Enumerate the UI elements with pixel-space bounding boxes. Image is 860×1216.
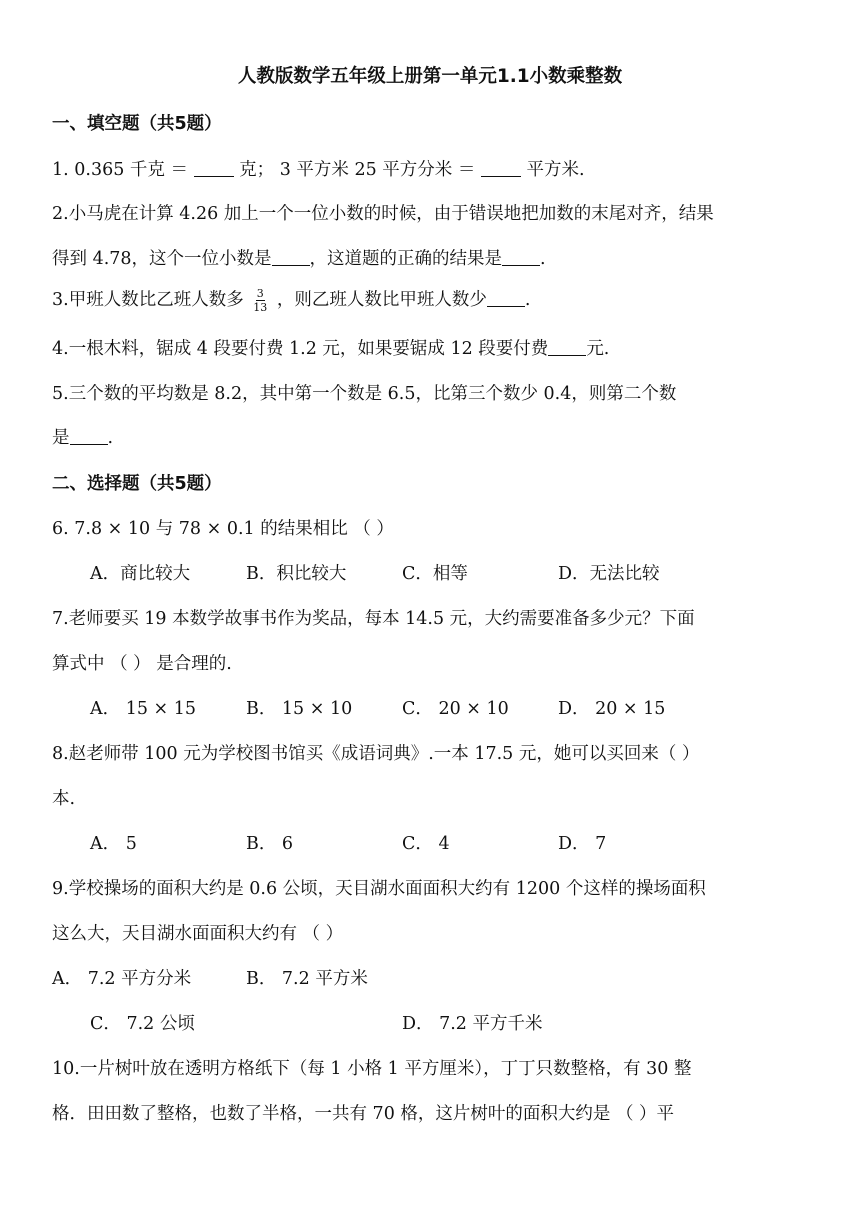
answer-blank[interactable] — [481, 158, 521, 177]
q3-text-b: ，则乙班人数比甲班人数少 — [276, 290, 487, 310]
question-8-line-1: 8.赵老师带 100 元为学校图书馆买《成语词典》.一本 17.5 元，她可以买回来（ ） — [52, 744, 700, 764]
question-10-line-1: 10.一片树叶放在透明方格纸下（每 1 小格 1 平方厘米），丁丁只数整格，有 30 整 — [52, 1059, 692, 1079]
question-4 — [52, 335, 609, 360]
q6-option-b[interactable]: B．积比较大 — [246, 564, 347, 584]
question-6: 6. 7.8 × 10 与 78 × 0.1 的结果相比 （ ） — [52, 519, 394, 539]
q1-text-a: 1. 0.365 千克 ＝ — [52, 160, 188, 180]
q6-option-c[interactable]: C．相等 — [402, 564, 468, 584]
question-1 — [52, 156, 585, 181]
question-7-line-1: 7.老师要买 19 本数学故事书作为奖品，每本 14.5 元，大约需要准备多少元？下面 — [52, 609, 695, 629]
answer-blank[interactable] — [487, 288, 525, 307]
question-9-line-1: 9.学校操场的面积大约是 0.6 公顷，天目湖水面面积大约有 1200 个这样的操场面积 — [52, 879, 706, 899]
question-2-line-1: 2.小马虎在计算 4.26 加上一个一位小数的时候，由于错误地把加数的末尾对齐，结果 — [52, 204, 714, 224]
q6-option-d[interactable]: D．无法比较 — [558, 564, 660, 584]
answer-blank[interactable] — [70, 426, 108, 445]
fraction-denominator: 13 — [253, 301, 268, 314]
q7-option-b[interactable]: B． 15 × 10 — [246, 699, 353, 719]
q9-option-c[interactable]: C． 7.2 公顷 — [90, 1014, 195, 1034]
q9-option-d[interactable]: D． 7.2 平方千米 — [402, 1014, 543, 1034]
q6-option-a[interactable]: A．商比较大 — [90, 564, 191, 584]
q8-option-d[interactable]: D． 7 — [558, 834, 607, 854]
q7-option-a[interactable]: A． 15 × 15 — [90, 699, 197, 719]
q1-text-c: 平方米. — [526, 160, 585, 180]
section-heading-fill-in: 一、填空题（共5题） — [52, 114, 222, 134]
q3-text-a: 3.甲班人数比乙班人数多 — [52, 290, 244, 310]
q5-text-b: . — [107, 428, 114, 448]
q1-text-b: 克； 3 平方米 25 平方分米 ＝ — [239, 160, 476, 180]
question-2-line-2 — [52, 245, 546, 270]
q9-option-b[interactable]: B． 7.2 平方米 — [246, 969, 368, 989]
question-10-line-2: 格．田田数了整格，也数了半格，一共有 70 格，这片树叶的面积大约是 （ ）平 — [52, 1104, 675, 1124]
q8-option-b[interactable]: B． 6 — [246, 834, 294, 854]
question-7-line-2: 算式中 （ ） 是合理的. — [52, 654, 232, 674]
q2-text-c: . — [540, 249, 546, 269]
question-5-line-2 — [52, 424, 113, 449]
q2-text-a: 得到 4.78，这个一位小数是 — [52, 249, 272, 269]
q3-text-c: . — [524, 290, 531, 310]
q2-text-b: ，这道题的正确的结果是 — [309, 249, 503, 269]
q9-option-a[interactable]: A． 7.2 平方分米 — [52, 969, 192, 989]
question-5-line-1: 5.三个数的平均数是 8.2，其中第一个数是 6.5，比第三个数少 0.4，则第二个数 — [52, 384, 677, 404]
page-title: 人教版数学五年级上册第一单元1.1小数乘整数 — [237, 66, 623, 87]
q8-option-c[interactable]: C． 4 — [402, 834, 450, 854]
answer-blank[interactable] — [502, 247, 540, 266]
q4-text-b: 元. — [586, 339, 610, 359]
q4-text-a: 4.一根木料，锯成 4 段要付费 1.2 元，如果要锯成 12 段要付费 — [52, 339, 549, 359]
q7-option-d[interactable]: D． 20 × 15 — [558, 699, 666, 719]
question-8-line-2: 本. — [52, 789, 76, 809]
fraction-numerator: 3 — [256, 287, 264, 300]
fraction — [253, 287, 267, 314]
question-9-line-2: 这么大，天目湖水面面积大约有 （ ） — [52, 924, 344, 944]
q8-option-a[interactable]: A． 5 — [90, 834, 137, 854]
question-3 — [52, 286, 530, 314]
answer-blank[interactable] — [194, 158, 234, 177]
q5-text-a: 是 — [52, 428, 70, 448]
answer-blank[interactable] — [272, 247, 310, 266]
q7-option-c[interactable]: C． 20 × 10 — [402, 699, 509, 719]
section-heading-multiple-choice: 二、选择题（共5题） — [52, 474, 222, 494]
answer-blank[interactable] — [548, 337, 586, 356]
